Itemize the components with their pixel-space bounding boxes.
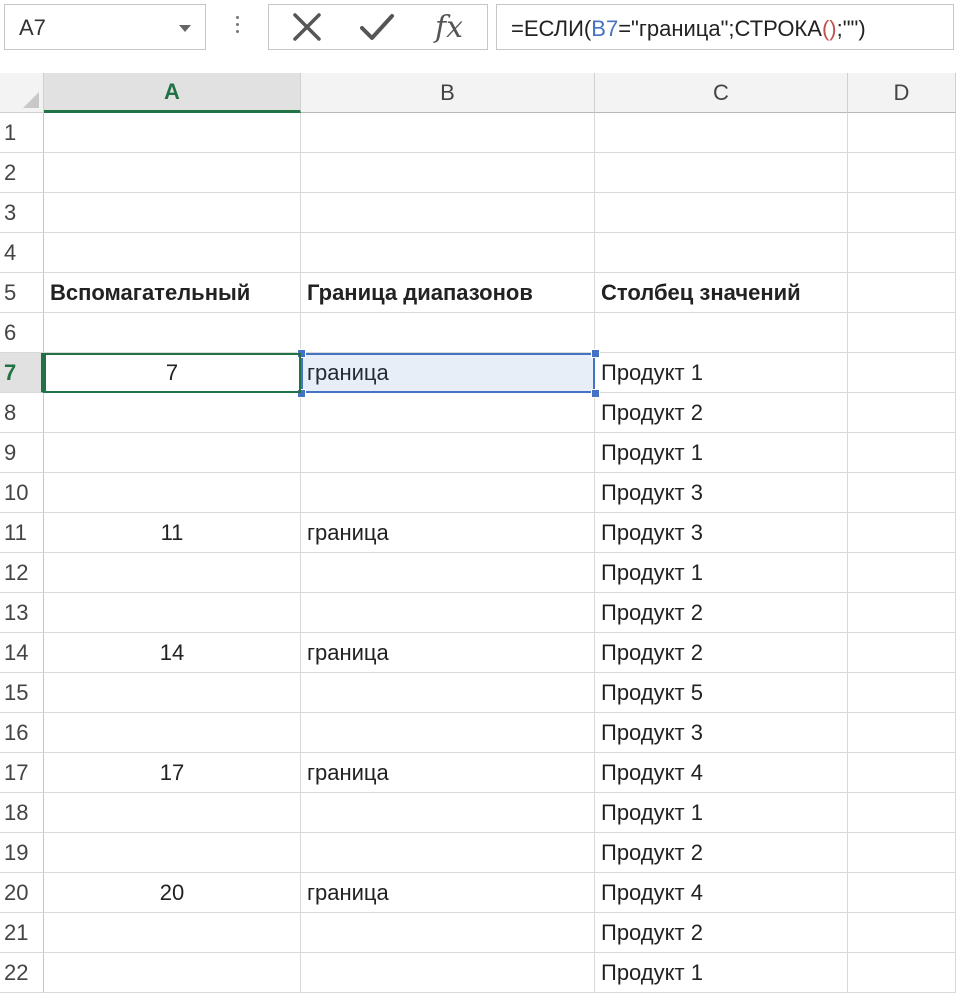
row-header[interactable]: 19 bbox=[0, 833, 44, 873]
cell-c12[interactable]: Продукт 1 bbox=[595, 553, 848, 593]
cell-c13[interactable]: Продукт 2 bbox=[595, 593, 848, 633]
cell-c4[interactable] bbox=[595, 233, 848, 273]
cell-a13[interactable] bbox=[44, 593, 301, 633]
cell-d4[interactable] bbox=[848, 233, 956, 273]
cell-b13[interactable] bbox=[301, 593, 595, 633]
resize-handle[interactable] bbox=[297, 389, 306, 398]
cell-d12[interactable] bbox=[848, 553, 956, 593]
row-header[interactable]: 11 bbox=[0, 513, 44, 553]
cell-d8[interactable] bbox=[848, 393, 956, 433]
formula-text: =ЕСЛИ(B7="граница";СТРОКА();"") bbox=[511, 16, 866, 41]
row-header[interactable]: 18 bbox=[0, 793, 44, 833]
row-header[interactable]: 1 bbox=[0, 113, 44, 153]
cell-a21[interactable] bbox=[44, 913, 301, 953]
cell-c20[interactable]: Продукт 4 bbox=[595, 873, 848, 913]
cell-d1[interactable] bbox=[848, 113, 956, 153]
function-icon[interactable]: fx bbox=[434, 9, 464, 45]
formula-reference-highlight bbox=[301, 353, 595, 393]
cell-b22[interactable] bbox=[301, 953, 595, 993]
cell-b9[interactable] bbox=[301, 433, 595, 473]
cell-a5[interactable]: Вспомагательный bbox=[44, 273, 301, 313]
row-header[interactable]: 17 bbox=[0, 753, 44, 793]
check-icon[interactable] bbox=[347, 5, 407, 49]
cell-d5[interactable] bbox=[848, 273, 956, 313]
cell-d20[interactable] bbox=[848, 873, 956, 913]
cell-d3[interactable] bbox=[848, 193, 956, 233]
cell-c3[interactable] bbox=[595, 193, 848, 233]
cell-a4[interactable] bbox=[44, 233, 301, 273]
cell-b5[interactable]: Граница диапазонов bbox=[301, 273, 595, 313]
cell-c1[interactable] bbox=[595, 113, 848, 153]
cell-c10[interactable]: Продукт 3 bbox=[595, 473, 848, 513]
cell-b4[interactable] bbox=[301, 233, 595, 273]
cell-c16[interactable]: Продукт 3 bbox=[595, 713, 848, 753]
column-header-a[interactable]: A bbox=[44, 73, 301, 113]
cell-a3[interactable] bbox=[44, 193, 301, 233]
name-box[interactable] bbox=[4, 4, 206, 50]
cell-a6[interactable] bbox=[44, 313, 301, 353]
cell-b20[interactable]: граница bbox=[301, 873, 595, 913]
row-header[interactable]: 12 bbox=[0, 553, 44, 593]
select-all-corner[interactable] bbox=[0, 73, 44, 113]
cell-c14[interactable]: Продукт 2 bbox=[595, 633, 848, 673]
cell-c15[interactable]: Продукт 5 bbox=[595, 673, 848, 713]
row-header[interactable]: 3 bbox=[0, 193, 44, 233]
chevron-down-icon[interactable] bbox=[179, 25, 191, 32]
cell-b8[interactable] bbox=[301, 393, 595, 433]
row-header[interactable]: 8 bbox=[0, 393, 44, 433]
cell-d9[interactable] bbox=[848, 433, 956, 473]
formula-bar bbox=[0, 0, 956, 62]
cell-c9[interactable]: Продукт 1 bbox=[595, 433, 848, 473]
cell-d13[interactable] bbox=[848, 593, 956, 633]
cell-a11[interactable]: 11 bbox=[44, 513, 301, 553]
cell-b17[interactable]: граница bbox=[301, 753, 595, 793]
formula-input[interactable] bbox=[496, 4, 954, 50]
cell-b15[interactable] bbox=[301, 673, 595, 713]
cell-a19[interactable] bbox=[44, 833, 301, 873]
row-header[interactable]: 5 bbox=[0, 273, 44, 313]
cell-a22[interactable] bbox=[44, 953, 301, 993]
row-header[interactable]: 21 bbox=[0, 913, 44, 953]
row-header[interactable]: 15 bbox=[0, 673, 44, 713]
cell-c5[interactable]: Столбец значений bbox=[595, 273, 848, 313]
cell-c7[interactable]: Продукт 1 bbox=[595, 353, 848, 393]
cell-c19[interactable]: Продукт 2 bbox=[595, 833, 848, 873]
cell-d17[interactable] bbox=[848, 753, 956, 793]
cell-d10[interactable] bbox=[848, 473, 956, 513]
cell-a10[interactable] bbox=[44, 473, 301, 513]
x-icon[interactable] bbox=[277, 5, 337, 49]
cell-a16[interactable] bbox=[44, 713, 301, 753]
cell-c17[interactable]: Продукт 4 bbox=[595, 753, 848, 793]
cell-d22[interactable] bbox=[848, 953, 956, 993]
cell-d6[interactable] bbox=[848, 313, 956, 353]
cell-b2[interactable] bbox=[301, 153, 595, 193]
cell-a8[interactable] bbox=[44, 393, 301, 433]
row-header[interactable]: 4 bbox=[0, 233, 44, 273]
cell-c11[interactable]: Продукт 3 bbox=[595, 513, 848, 553]
cell-b21[interactable] bbox=[301, 913, 595, 953]
resize-handle[interactable] bbox=[591, 389, 600, 398]
cell-b11[interactable]: граница bbox=[301, 513, 595, 553]
cell-a15[interactable] bbox=[44, 673, 301, 713]
resize-handle[interactable] bbox=[297, 349, 306, 358]
row-header[interactable]: 20 bbox=[0, 873, 44, 913]
cell-c8[interactable]: Продукт 2 bbox=[595, 393, 848, 433]
row-header[interactable]: 9 bbox=[0, 433, 44, 473]
row-header[interactable]: 7 bbox=[0, 353, 44, 393]
column-header-c[interactable]: C bbox=[595, 73, 848, 113]
cell-b18[interactable] bbox=[301, 793, 595, 833]
row-header[interactable]: 16 bbox=[0, 713, 44, 753]
column-header-b[interactable]: B bbox=[301, 73, 595, 113]
cell-b19[interactable] bbox=[301, 833, 595, 873]
cell-b10[interactable] bbox=[301, 473, 595, 513]
cell-a14[interactable]: 14 bbox=[44, 633, 301, 673]
cell-a2[interactable] bbox=[44, 153, 301, 193]
cell-d18[interactable] bbox=[848, 793, 956, 833]
cell-c2[interactable] bbox=[595, 153, 848, 193]
cell-d16[interactable] bbox=[848, 713, 956, 753]
cell-b6[interactable] bbox=[301, 313, 595, 353]
cell-a20[interactable]: 20 bbox=[44, 873, 301, 913]
cell-d14[interactable] bbox=[848, 633, 956, 673]
cell-b12[interactable] bbox=[301, 553, 595, 593]
row-header[interactable]: 13 bbox=[0, 593, 44, 633]
cell-b14[interactable]: граница bbox=[301, 633, 595, 673]
cell-c22[interactable]: Продукт 1 bbox=[595, 953, 848, 993]
cell-a18[interactable] bbox=[44, 793, 301, 833]
row-header[interactable]: 2 bbox=[0, 153, 44, 193]
cell-d15[interactable] bbox=[848, 673, 956, 713]
cell-c18[interactable]: Продукт 1 bbox=[595, 793, 848, 833]
more-vertical-icon[interactable] bbox=[232, 12, 242, 40]
row-header[interactable]: 14 bbox=[0, 633, 44, 673]
cell-a1[interactable] bbox=[44, 113, 301, 153]
cell-d11[interactable] bbox=[848, 513, 956, 553]
name-box-value: A7 bbox=[19, 15, 46, 40]
cell-a9[interactable] bbox=[44, 433, 301, 473]
row-header[interactable]: 10 bbox=[0, 473, 44, 513]
cell-d7[interactable] bbox=[848, 353, 956, 393]
cell-d19[interactable] bbox=[848, 833, 956, 873]
row-header[interactable]: 6 bbox=[0, 313, 44, 353]
cell-a12[interactable] bbox=[44, 553, 301, 593]
column-header-d[interactable]: D bbox=[848, 73, 956, 113]
cell-d2[interactable] bbox=[848, 153, 956, 193]
cell-a7[interactable]: 7 bbox=[44, 353, 301, 393]
cell-d21[interactable] bbox=[848, 913, 956, 953]
cell-c6[interactable] bbox=[595, 313, 848, 353]
cell-b16[interactable] bbox=[301, 713, 595, 753]
cell-c21[interactable]: Продукт 2 bbox=[595, 913, 848, 953]
cell-a17[interactable]: 17 bbox=[44, 753, 301, 793]
formula-buttons bbox=[268, 4, 488, 50]
cell-b3[interactable] bbox=[301, 193, 595, 233]
cell-b7[interactable]: граница bbox=[301, 353, 595, 393]
resize-handle[interactable] bbox=[591, 349, 600, 358]
cell-b1[interactable] bbox=[301, 113, 595, 153]
row-header[interactable]: 22 bbox=[0, 953, 44, 993]
